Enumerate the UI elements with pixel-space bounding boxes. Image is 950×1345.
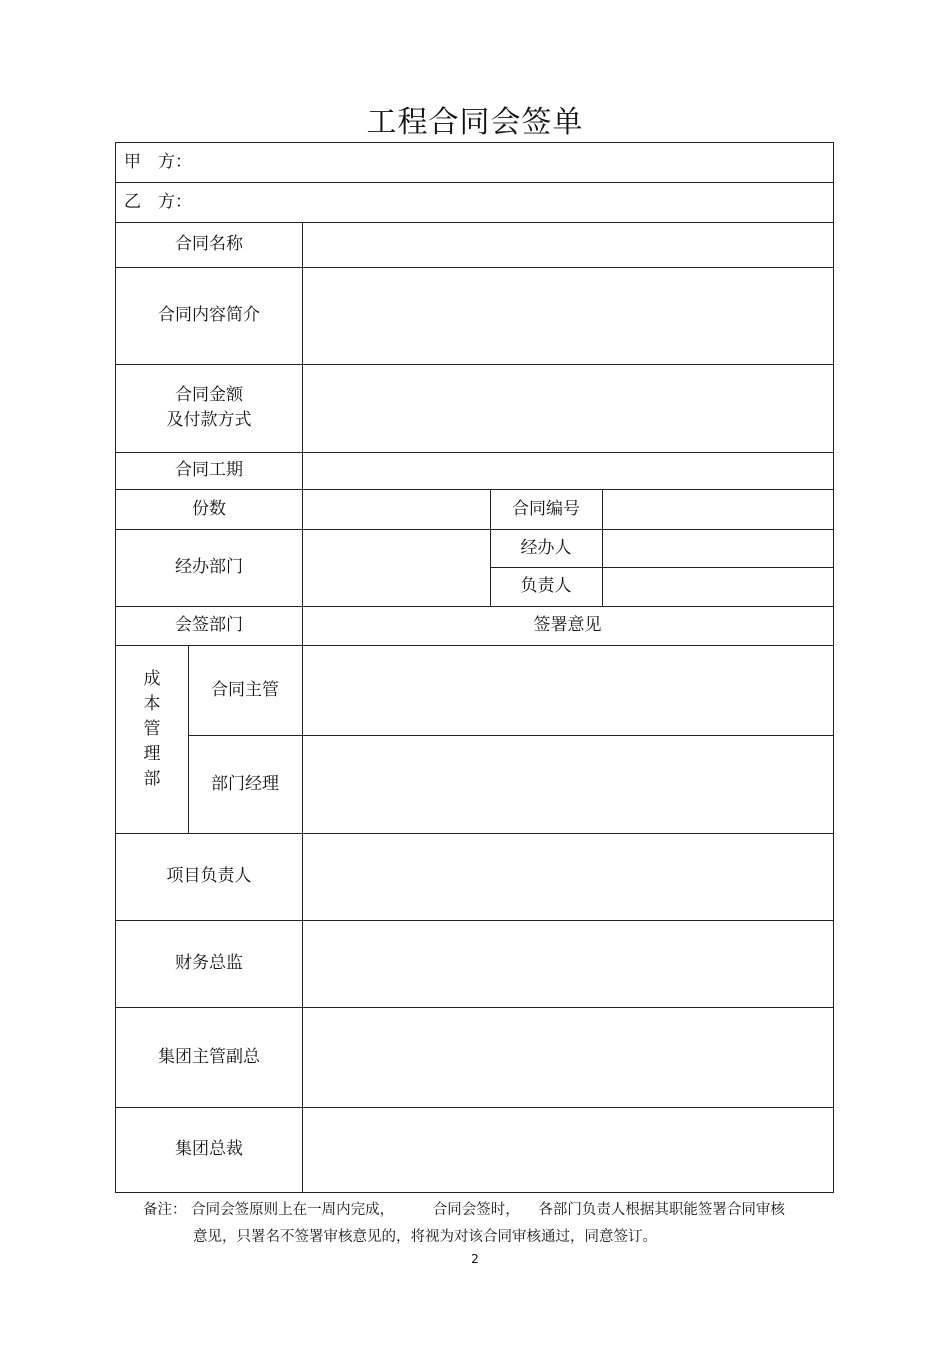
- form-title: 工程合同会签单: [366, 105, 584, 140]
- footnote-part1: 合同会签原则上在一周内完成，: [191, 1202, 395, 1218]
- party-a-field: 甲 方：: [124, 152, 192, 172]
- footnote-part3: 各部门负责人根据其职能签署合同审核: [538, 1202, 785, 1218]
- footnote-line1: [143, 1197, 823, 1224]
- dept-manager-label: 部门经理: [211, 773, 279, 794]
- contract-summary-label: 合同内容简介: [158, 305, 260, 325]
- cost-dept-char: 管: [143, 719, 161, 739]
- contract-name-label: 合同名称: [175, 234, 243, 254]
- responsible-label: 负责人: [520, 576, 572, 596]
- sign-opinion-header: 签署意见: [533, 615, 602, 635]
- contract-amount-line1: 合同金额: [175, 385, 243, 405]
- group-vp-label: 集团主管副总: [158, 1046, 260, 1067]
- contract-number-label: 合同编号: [512, 498, 580, 519]
- footnote-label: 备注：: [143, 1202, 187, 1218]
- contract-amount-label: [116, 364, 302, 452]
- project-lead-label: 项目负责人: [166, 866, 252, 886]
- group-president-label: 集团总裁: [175, 1139, 243, 1159]
- footnote-line2: 意见，只署名不签署审核意见的，将视为对该合同审核通过，同意签订。: [193, 1229, 657, 1245]
- cost-dept-char: 理: [143, 744, 161, 764]
- cfo-label: 财务总监: [175, 953, 243, 973]
- copies-label: 份数: [192, 498, 226, 519]
- handling-dept-label: 经办部门: [175, 557, 243, 577]
- footnote: [143, 1197, 823, 1251]
- contract-supervisor-label: 合同主管: [211, 679, 279, 700]
- footnote-part2: 合同会签时，: [432, 1202, 520, 1218]
- contract-amount-line2: 及付款方式: [166, 410, 252, 430]
- sign-dept-header: 会签部门: [175, 615, 243, 635]
- contract-period-label: 合同工期: [175, 460, 243, 480]
- cost-dept-char: 成: [143, 669, 161, 689]
- cost-dept-char: 部: [143, 769, 161, 789]
- party-b-field: 乙 方：: [124, 191, 192, 212]
- page-number: 2: [471, 1252, 479, 1266]
- contract-signoff-form: [115, 142, 834, 1193]
- cost-management-dept-label: [116, 645, 188, 833]
- cost-dept-char: 本: [143, 694, 161, 714]
- handler-label: 经办人: [520, 537, 572, 558]
